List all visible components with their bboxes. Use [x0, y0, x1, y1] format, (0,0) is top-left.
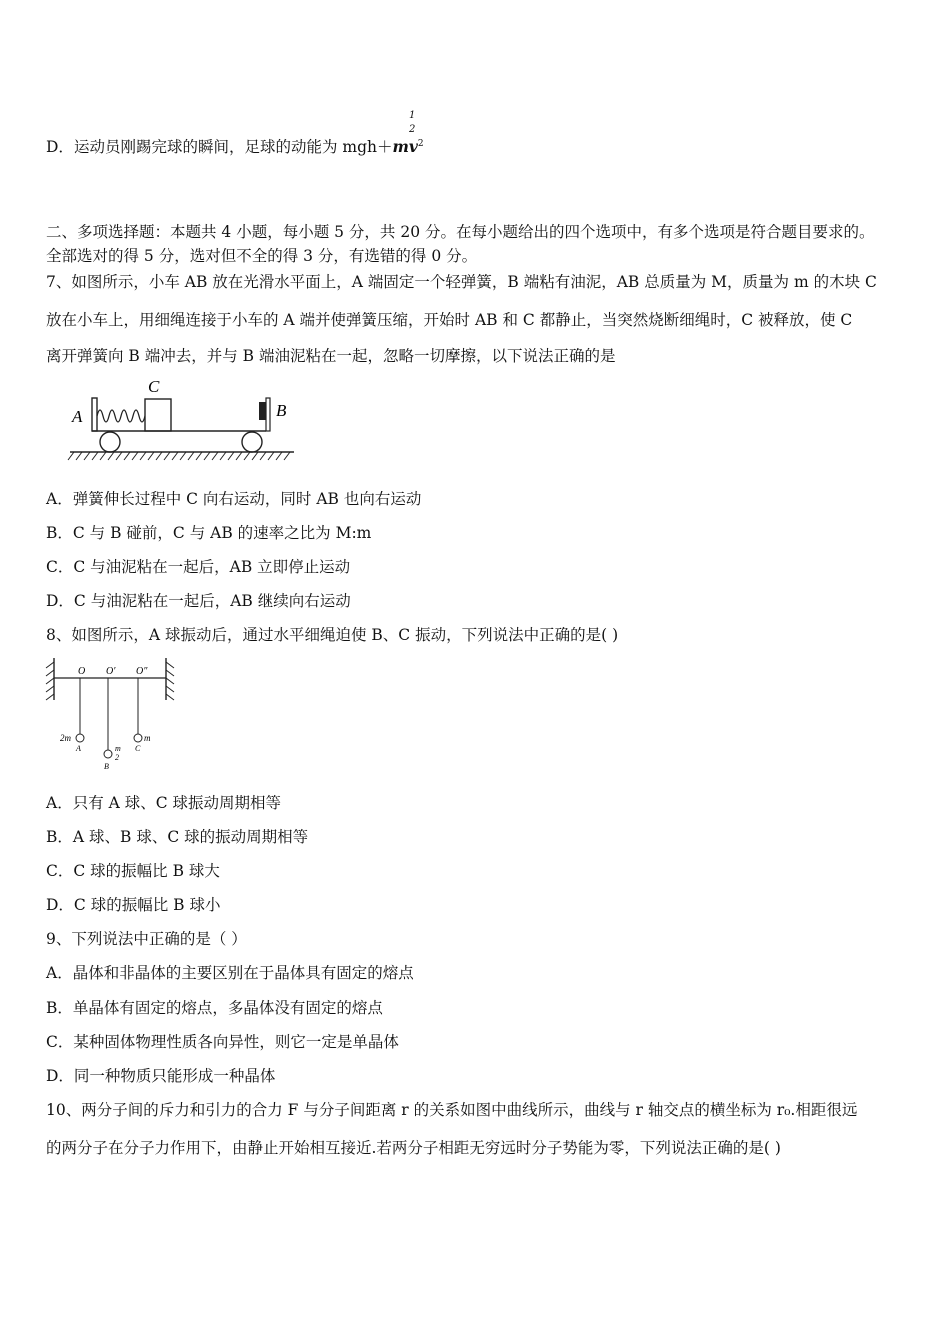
label-c: C	[135, 744, 141, 753]
q6-option-d-text: 运动员刚踢完球的瞬间，足球的动能为 mgh＋	[73, 138, 393, 157]
pendulum-figure	[40, 654, 180, 774]
wall-left-hatch	[46, 662, 54, 700]
ball-a	[76, 734, 84, 742]
label-o-double-prime: O″	[136, 666, 148, 677]
q9-stem: 9、下列说法中正确的是（ ）	[46, 930, 247, 948]
q9-option-d: D．同一种物质只能形成一种晶体	[46, 1067, 276, 1085]
wheel-right	[242, 432, 262, 452]
q10-stem-line2: 的两分子在分子力作用下，由静止开始相互接近.若两分子相距无穷远时分子势能为零，下列说法正确的是( )	[46, 1139, 781, 1157]
ball-c	[134, 734, 142, 742]
fig7-label-c: C	[148, 377, 160, 396]
q9-option-a: A．晶体和非晶体的主要区别在于晶体具有固定的熔点	[46, 964, 414, 982]
ball-b	[104, 750, 112, 758]
ground-hatch	[68, 452, 290, 460]
q9-option-c: C．某种固体物理性质各向异性，则它一定是单晶体	[46, 1033, 399, 1051]
q10-stem-line1: 10、两分子间的斥力和引力的合力 F 与分子间距离 r 的关系如图中曲线所示，曲线与 r 轴交点的横坐标为 r₀.相距很远	[46, 1101, 858, 1119]
q7-stem-line1: 7、如图所示，小车 AB 放在光滑水平面上，A 端固定一个轻弹簧，B 端粘有油泥，AB 总质量为 M，质量为 m 的木块 C	[46, 273, 877, 291]
section2-line1: 二、多项选择题：本题共 4 小题，每小题 5 分，共 20 分。在每小题给出的四个选项中，有多个选项是符合题目要求的。	[46, 223, 875, 241]
q7-option-a: A．弹簧伸长过程中 C 向右运动，同时 AB 也向右运动	[46, 490, 422, 508]
cart-end-b	[266, 398, 270, 431]
label-mass-a: 2m	[60, 733, 71, 743]
q7-option-c: C．C 与油泥粘在一起后，AB 立即停止运动	[46, 558, 351, 576]
label-o: O	[78, 666, 86, 677]
wheel-left	[100, 432, 120, 452]
fig7-label-b: B	[276, 401, 287, 420]
q7-option-b: B．C 与 B 碰前，C 与 AB 的速率之比为 M:m	[46, 524, 372, 542]
q8-option-d: D．C 球的振幅比 B 球小	[46, 896, 221, 914]
wall-right-hatch	[166, 662, 174, 700]
q6-option-d-label: D．	[46, 138, 74, 157]
label-o-prime: O′	[106, 666, 116, 677]
fig7-label-a: A	[72, 407, 83, 426]
q7-stem-line2: 放在小车上，用细绳连接于小车的 A 端并使弹簧压缩，开始时 AB 和 C 都静止，当突然烧断细绳时，C 被释放，使 C	[46, 311, 853, 329]
q8-stem: 8、如图所示，A 球振动后，通过水平细绳迫使 B、C 振动，下列说法中正确的是( )	[46, 626, 619, 644]
section2-line2: 全部选对的得 5 分，选对但不全的得 3 分，有选错的得 0 分。	[46, 247, 478, 265]
label-b: B	[104, 762, 109, 771]
q8-option-a: A．只有 A 球、C 球振动周期相等	[46, 794, 282, 812]
label-a: A	[76, 744, 81, 753]
frac-denominator: 2	[409, 124, 416, 135]
frac-numerator: 1	[409, 110, 416, 121]
label-mass-b-den: 2	[115, 753, 119, 762]
q8-option-b: B．A 球、B 球、C 球的振动周期相等	[46, 828, 309, 846]
q6-option-d-sup: 2	[417, 139, 424, 149]
q7-stem-line3: 离开弹簧向 B 端冲去，并与 B 端油泥粘在一起，忽略一切摩擦，以下说法正确的是	[46, 347, 616, 365]
label-mass-b-num: m	[115, 744, 121, 753]
block-c	[145, 399, 171, 431]
q7-option-d: D．C 与油泥粘在一起后，AB 继续向右运动	[46, 592, 351, 610]
q8-option-c: C．C 球的振幅比 B 球大	[46, 862, 220, 880]
cart-spring-figure	[66, 376, 298, 466]
q6-option-d-tail: mv	[392, 137, 418, 157]
cart-end-a	[92, 398, 97, 431]
label-mass-c: m	[144, 733, 151, 743]
q9-option-b: B．单晶体有固定的熔点，多晶体没有固定的熔点	[46, 999, 383, 1017]
q6-option-d	[46, 134, 424, 157]
